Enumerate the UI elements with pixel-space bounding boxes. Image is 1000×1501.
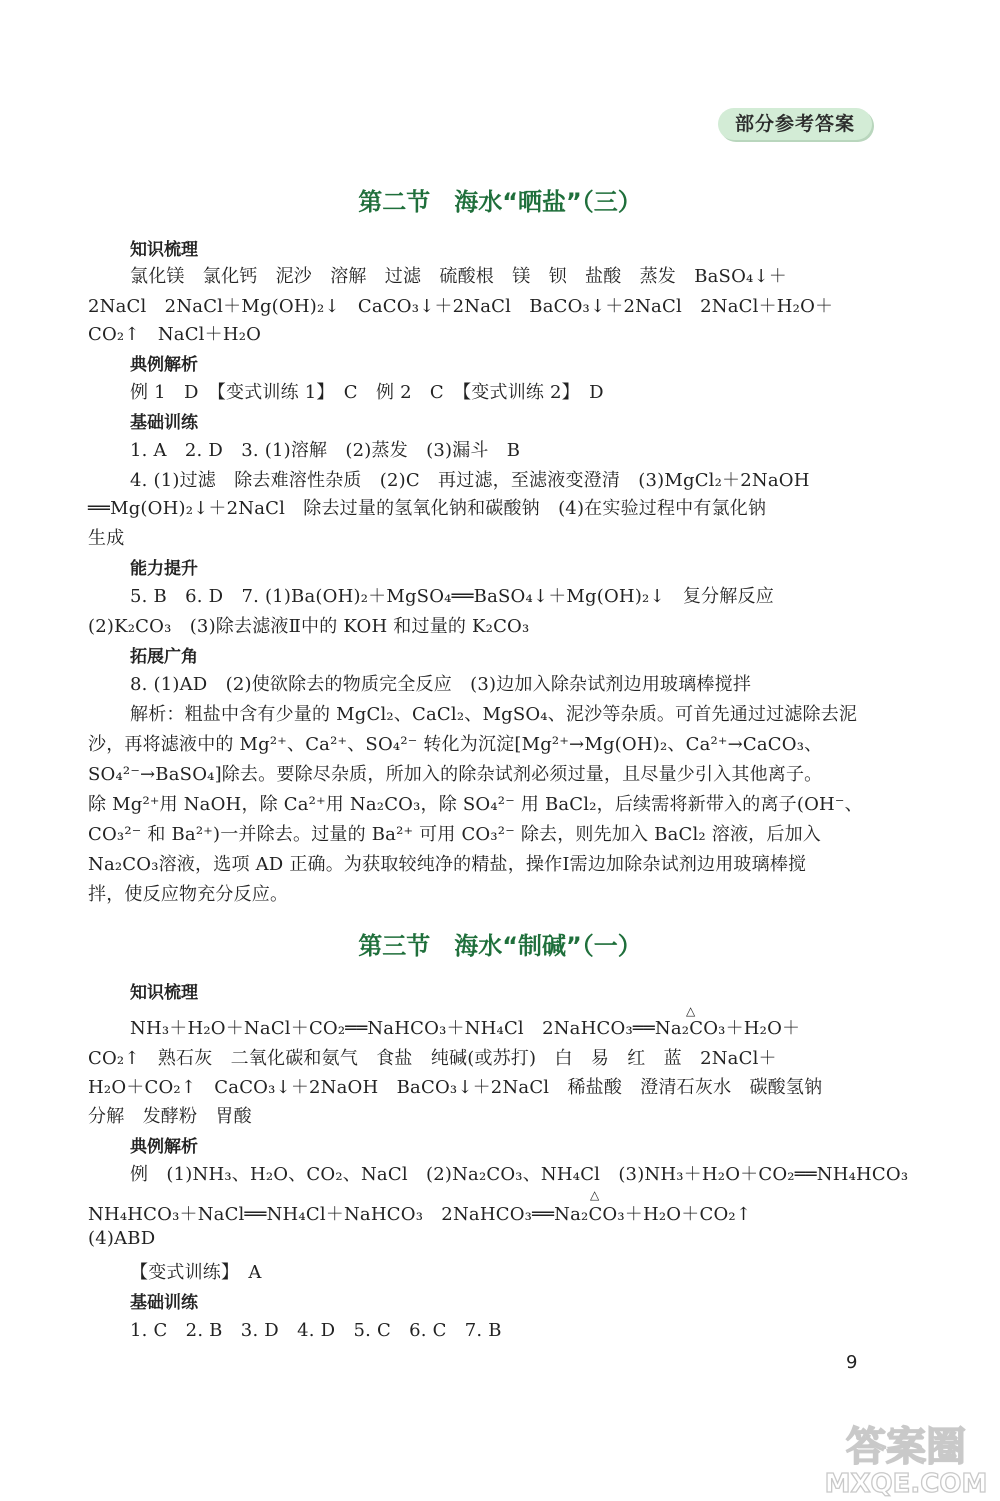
answer-line: 例 1 D 【变式训练 1】 C 例 2 C 【变式训练 2】 D: [130, 382, 604, 403]
answer-line: 分解 发酵粉 胃酸: [88, 1106, 252, 1127]
section-heading: 典例解析: [130, 1137, 198, 1157]
watermark-title: 答案圈: [846, 1424, 966, 1470]
section-heading: 基础训练: [130, 1293, 198, 1313]
watermark-url: MXQE.COM: [824, 1469, 988, 1498]
section-heading: 知识梳理: [130, 240, 198, 260]
answer-line: CO₂↑ 熟石灰 二氧化碳和氨气 食盐 纯碱(或苏打) 白 易 红 蓝 2NaCl＋: [88, 1048, 777, 1069]
section-heading: 基础训练: [130, 413, 198, 433]
heat-symbol: △: [686, 1004, 696, 1018]
answer-line: H₂O＋CO₂↑ CaCO₃↓＋2NaOH BaCO₃↓＋2NaCl 稀盐酸 澄清石灰水 碳酸氢钠: [88, 1077, 823, 1098]
answer-line: Na₂CO₃溶液，选项 AD 正确。为获取较纯净的精盐，操作Ⅰ需边加除杂试剂边用玻璃棒搅: [88, 854, 807, 875]
answer-line: (4)ABD: [88, 1228, 156, 1249]
answer-line: 拌，使反应物充分反应。: [88, 884, 289, 905]
answer-line: NH₄HCO₃＋NaCl══NH₄Cl＋NaHCO₃ 2NaHCO₃══Na₂CO₃＋H₂O＋CO₂↑: [88, 1204, 752, 1225]
answer-line: CO₃²⁻ 和 Ba²⁺)一并除去。过量的 Ba²⁺ 可用 CO₃²⁻ 除去，则先加入 BaCl₂ 溶液，后加入: [88, 824, 821, 845]
watermark-logo: [818, 1408, 994, 1498]
section-title: 第三节 海水“制碱”（一）: [358, 932, 642, 960]
answer-line: NH₃＋H₂O＋NaCl＋CO₂══NaHCO₃＋NH₄Cl 2NaHCO₃══Na₂CO₃＋H₂O＋: [130, 1018, 801, 1039]
answer-line: ══Mg(OH)₂↓＋2NaCl 除去过量的氢氧化钠和碳酸钠 (4)在实验过程中有氯化钠: [88, 498, 767, 519]
answer-line: (2)K₂CO₃ (3)除去滤液Ⅱ中的 KOH 和过量的 K₂CO₃: [88, 616, 530, 637]
section-title: 第二节 海水“晒盐”（三）: [358, 188, 642, 216]
answer-line: SO₄²⁻→BaSO₄]除去。要除尽杂质，所加入的除杂试剂必须过量，且尽量少引入其他离子。: [88, 764, 823, 785]
page-number: 9: [846, 1352, 858, 1373]
section-heading: 知识梳理: [130, 983, 198, 1003]
section-heading: 典例解析: [130, 355, 198, 375]
answer-line: 4. (1)过滤 除去难溶性杂质 (2)C 再过滤，至滤液变澄清 (3)MgCl₂＋2NaOH: [130, 470, 810, 491]
answer-line: CO₂↑ NaCl＋H₂O: [88, 324, 262, 345]
answer-line: 例 (1)NH₃、H₂O、CO₂、NaCl (2)Na₂CO₃、NH₄Cl (3)NH₃＋H₂O＋CO₂══NH₄HCO₃: [130, 1164, 909, 1185]
answer-line: 【变式训练】 A: [130, 1262, 262, 1283]
answer-line: 解析：粗盐中含有少量的 MgCl₂、CaCl₂、MgSO₄、泥沙等杂质。可首先通过过滤除去泥: [130, 704, 858, 725]
answer-line: 1. C 2. B 3. D 4. D 5. C 6. C 7. B: [130, 1320, 502, 1341]
answer-line: 生成: [88, 528, 125, 549]
answer-line: 5. B 6. D 7. (1)Ba(OH)₂＋MgSO₄══BaSO₄↓＋Mg(OH)₂↓ 复分解反应: [130, 586, 774, 607]
answer-line: 除 Mg²⁺用 NaOH，除 Ca²⁺用 Na₂CO₃，除 SO₄²⁻ 用 BaCl₂，后续需将新带入的离子(OH⁻、: [88, 794, 863, 815]
answer-line: 2NaCl 2NaCl＋Mg(OH)₂↓ CaCO₃↓＋2NaCl BaCO₃↓＋2NaCl 2NaCl＋H₂O＋: [88, 296, 834, 317]
answer-line: 氯化镁 氯化钙 泥沙 溶解 过滤 硫酸根 镁 钡 盐酸 蒸发 BaSO₄↓＋: [130, 266, 787, 287]
heat-symbol: △: [590, 1188, 600, 1202]
section-heading: 拓展广角: [130, 647, 198, 667]
section-heading: 能力提升: [130, 559, 198, 579]
answer-line: 沙，再将滤液中的 Mg²⁺、Ca²⁺、SO₄²⁻ 转化为沉淀[Mg²⁺→Mg(OH)₂、Ca²⁺→CaCO₃、: [88, 734, 823, 755]
answer-key-badge: 部分参考答案: [718, 108, 872, 140]
answer-line: 1. A 2. D 3. (1)溶解 (2)蒸发 (3)漏斗 B: [130, 440, 521, 461]
answer-line: 8. (1)AD (2)使欲除去的物质完全反应 (3)边加入除杂试剂边用玻璃棒搅拌: [130, 674, 752, 695]
